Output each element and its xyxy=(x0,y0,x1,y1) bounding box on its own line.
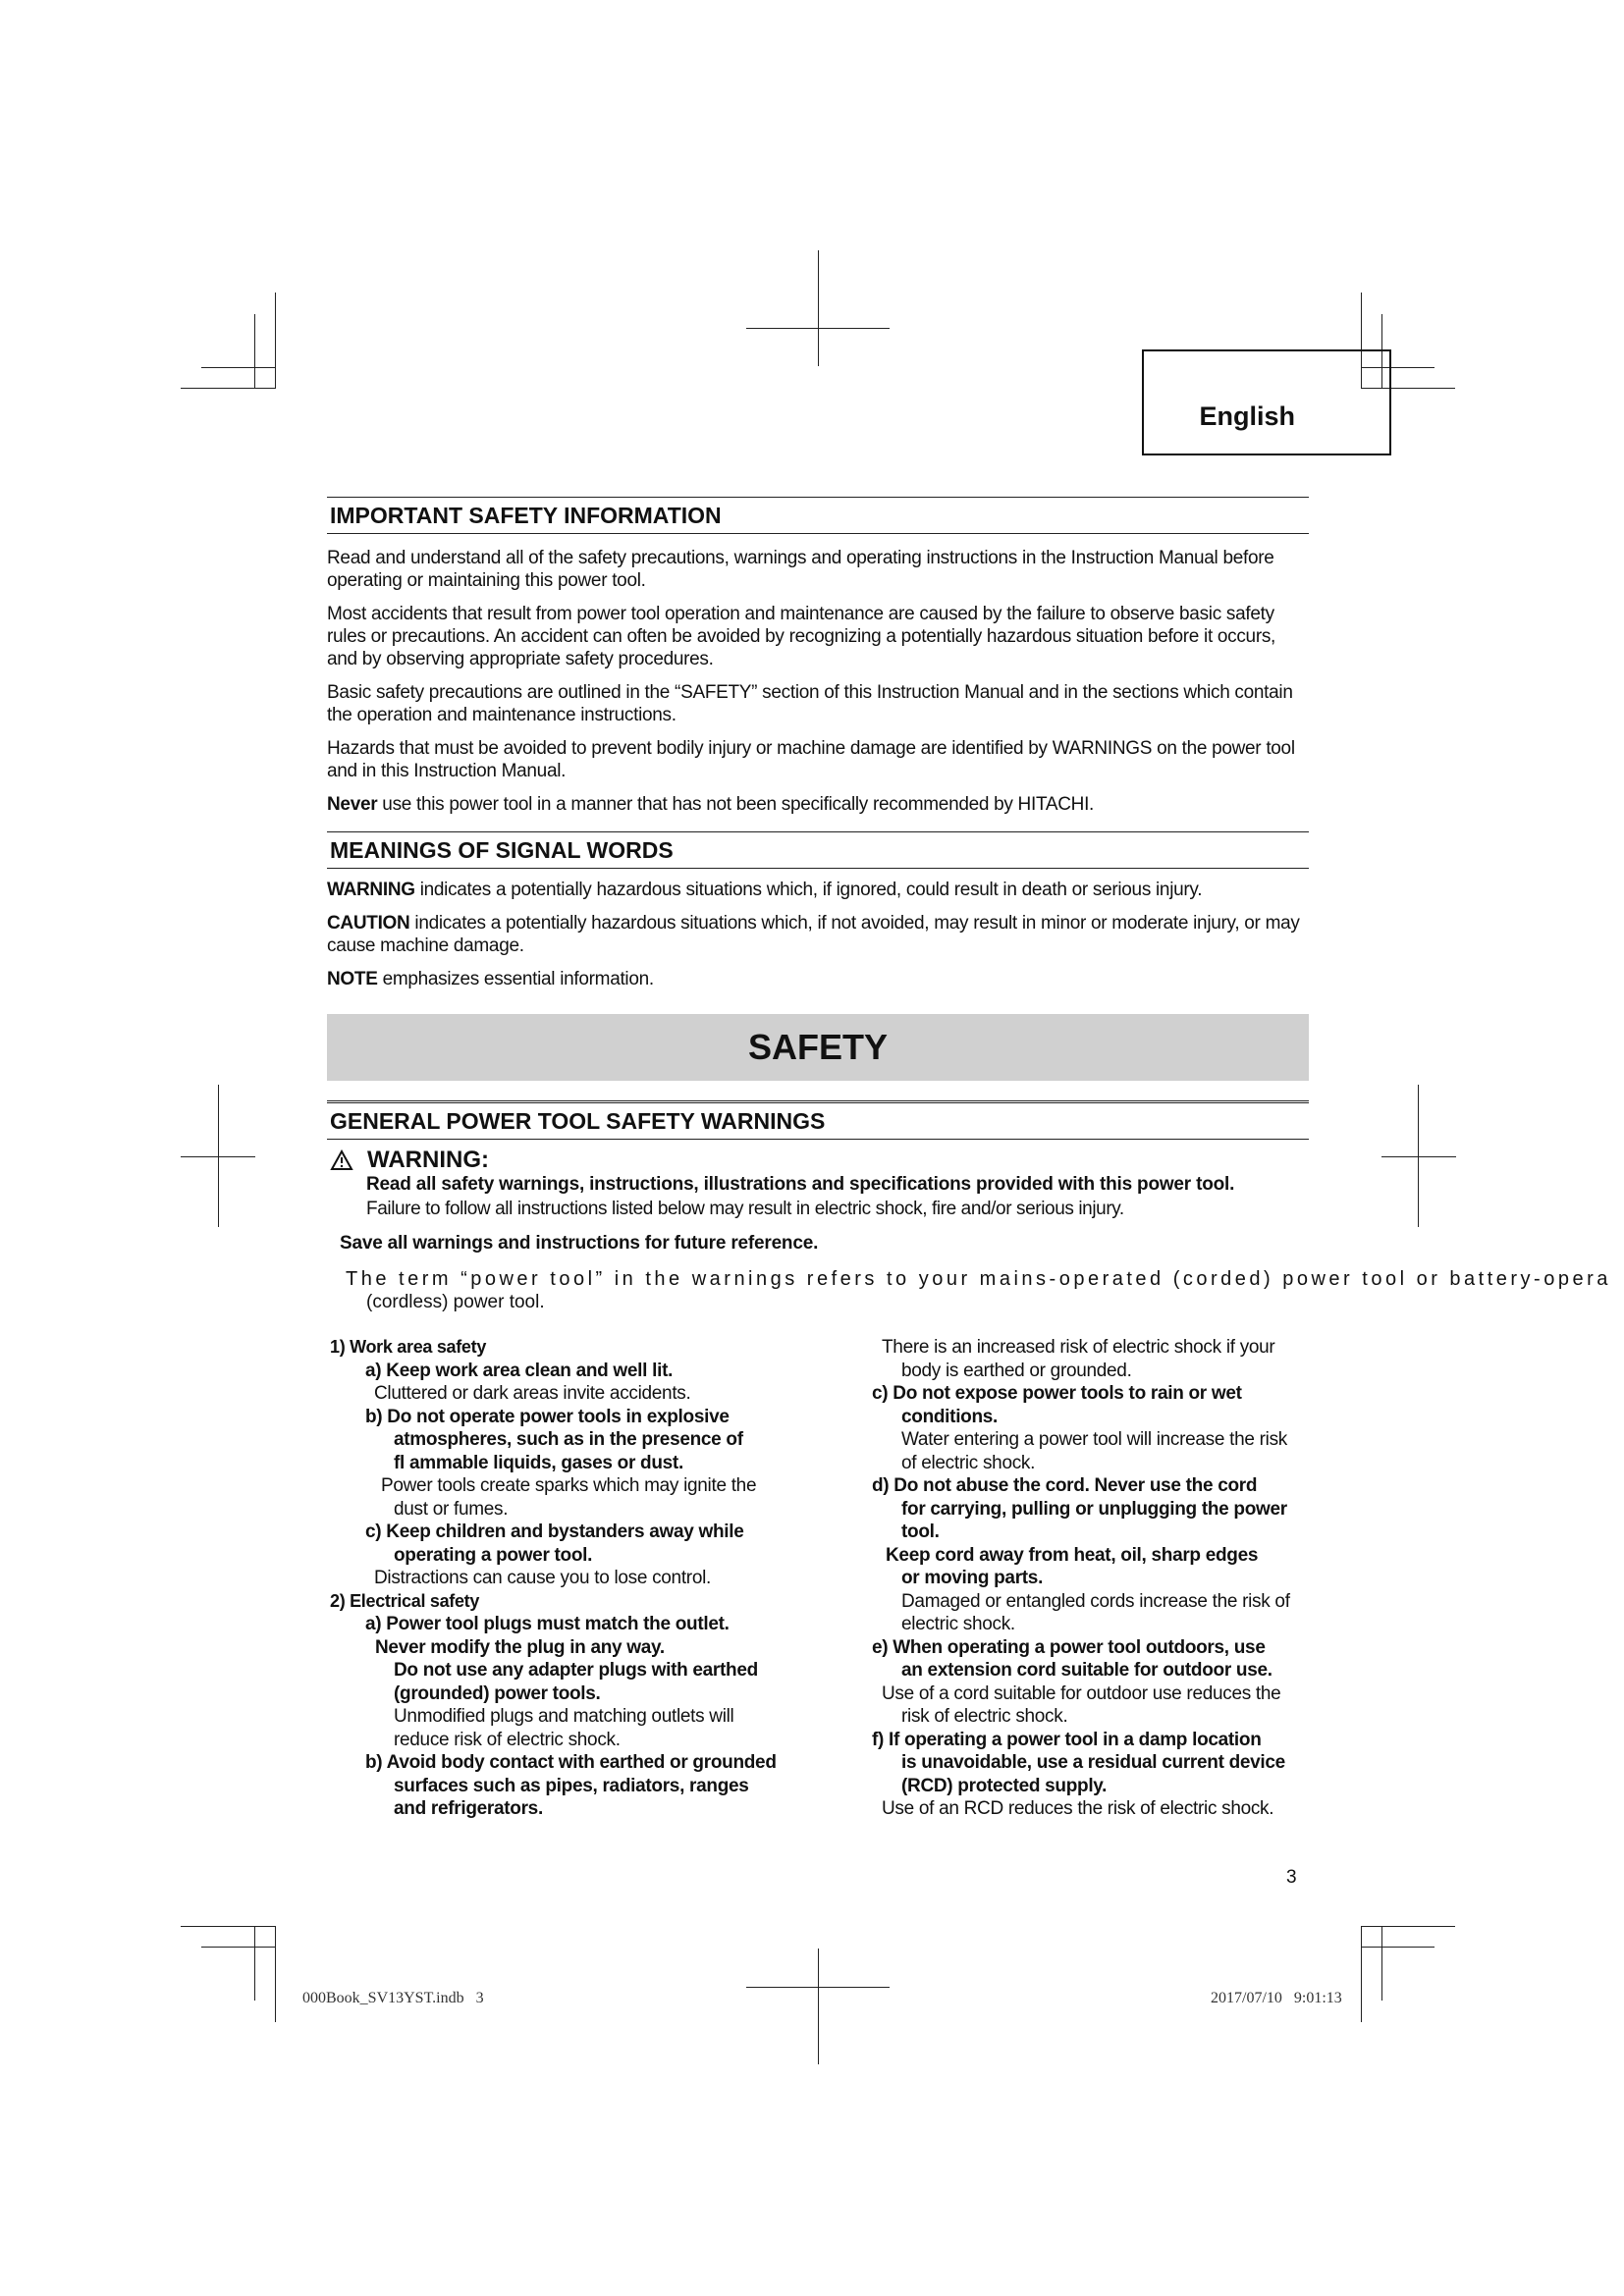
warning-consequence: Failure to follow all instructions listed below may result in electric shock, fire and/or serious injury. xyxy=(366,1199,1124,1219)
list-item: operating a power tool. xyxy=(394,1544,593,1566)
list-item: (grounded) power tools. xyxy=(394,1682,601,1704)
list-item: 1) Work area safety xyxy=(330,1337,487,1357)
signal-word: NOTE xyxy=(327,969,378,989)
list-item: (RCD) protected supply. xyxy=(901,1775,1108,1796)
important-section xyxy=(327,497,1309,816)
list-item: b) Do not operate power tools in explosive xyxy=(365,1406,730,1427)
list-item: Power tools create sparks which may ignite the xyxy=(381,1475,757,1496)
list-item: risk of electric shock. xyxy=(901,1706,1068,1727)
list-item: an extension cord suitable for outdoor use. xyxy=(901,1660,1272,1681)
list-item: b) Avoid body contact with earthed or grounded xyxy=(365,1752,777,1773)
paragraph xyxy=(327,793,1309,816)
paragraph: Read and understand all of the safety precautions, warnings and operating instructions in the Instruction Manual before operating or maintaining this power tool. xyxy=(327,548,1274,591)
list-item: Do not use any adapter plugs with earthed xyxy=(394,1660,758,1681)
section-title-general: GENERAL POWER TOOL SAFETY WARNINGS xyxy=(327,1100,1309,1140)
list-item: 2) Electrical safety xyxy=(330,1590,480,1611)
list-item: c) Keep children and bystanders away while xyxy=(365,1522,744,1542)
list-item: Cluttered or dark areas invite accidents. xyxy=(374,1383,691,1404)
list-item: body is earthed or grounded. xyxy=(901,1360,1132,1381)
list-item: e) When operating a power tool outdoors, use xyxy=(872,1636,1266,1658)
list-item: tool. xyxy=(901,1522,940,1542)
text: use this power tool in a manner that has not been specifically recommended by HITACHI. xyxy=(377,794,1095,815)
section-title-meanings: MEANINGS OF SIGNAL WORDS xyxy=(327,831,1309,869)
paragraph xyxy=(327,912,1309,957)
signal-word: CAUTION xyxy=(327,913,410,934)
save-instructions: Save all warnings and instructions for future reference. xyxy=(340,1233,819,1254)
paragraph: Basic safety precautions are outlined in the “SAFETY” section of this Instruction Manual and in the sections which contain the operation and maintenance instructions. xyxy=(327,682,1293,725)
safety-banner: SAFETY xyxy=(327,1014,1309,1081)
list-item: f) If operating a power tool in a damp location xyxy=(872,1729,1262,1750)
text: emphasizes essential information. xyxy=(377,969,654,989)
list-item: d) Do not abuse the cord. Never use the cord xyxy=(872,1475,1258,1496)
list-item: surfaces such as pipes, radiators, ranges xyxy=(394,1775,749,1796)
list-item: of electric shock. xyxy=(901,1452,1036,1473)
list-item: Water entering a power tool will increase the risk xyxy=(901,1429,1287,1450)
language-tab xyxy=(1142,349,1391,455)
meanings-section xyxy=(327,831,1309,990)
paragraph xyxy=(327,879,1309,901)
warning-instruction: Read all safety warnings, instructions, illustrations and specifications provided with this power tool. xyxy=(366,1174,1235,1195)
list-item: Damaged or entangled cords increase the risk of xyxy=(901,1590,1290,1612)
list-item: electric shock. xyxy=(901,1614,1015,1634)
list-item: is unavoidable, use a residual current device xyxy=(901,1752,1285,1773)
list-item: or moving parts. xyxy=(901,1568,1044,1588)
list-item: reduce risk of electric shock. xyxy=(394,1729,621,1750)
list-item: for carrying, pulling or unplugging the power xyxy=(901,1498,1287,1520)
list-item: atmospheres, such as in the presence of xyxy=(394,1429,743,1450)
list-item: fl ammable liquids, gases or dust. xyxy=(394,1452,683,1473)
list-item: c) Do not expose power tools to rain or wet xyxy=(872,1383,1242,1404)
list-item: Use of a cord suitable for outdoor use reduces the xyxy=(882,1682,1281,1704)
term-definition: The term “power tool” in the warnings refers to your mains-operated (corded) power tool or battery-opera xyxy=(346,1268,1611,1290)
signal-word: WARNING xyxy=(327,880,415,900)
list-item: There is an increased risk of electric shock if your xyxy=(882,1337,1275,1358)
general-warnings-section xyxy=(327,1100,1309,1140)
list-item: Distractions can cause you to lose control. xyxy=(374,1568,711,1588)
warning-triangle-icon xyxy=(330,1149,353,1171)
paragraph: Hazards that must be avoided to prevent bodily injury or machine damage are identified by WARNINGS on the power tool and in this Instruction Manual. xyxy=(327,738,1295,781)
emphasis: Never xyxy=(327,794,378,815)
paragraph: Most accidents that result from power tool operation and maintenance are caused by the failure to observe basic safety rules or precautions. An accident can often be avoided by recognizing a potentially hazardous situation before it occurs, and by observing appropriate safety procedures. xyxy=(327,604,1276,669)
right-column xyxy=(868,1336,1320,1821)
list-item: Keep cord away from heat, oil, sharp edges xyxy=(886,1544,1259,1566)
list-item: Unmodified plugs and matching outlets will xyxy=(394,1706,734,1727)
list-item: Never modify the plug in any way. xyxy=(375,1636,665,1658)
list-item: a) Keep work area clean and well lit. xyxy=(365,1360,674,1381)
left-column xyxy=(330,1336,821,1821)
text: indicates a potentially hazardous situations which, if ignored, could result in death or serious injury. xyxy=(414,880,1203,900)
page-number: 3 xyxy=(1286,1867,1297,1888)
text: indicates a potentially hazardous situations which, if not avoided, may result in minor or moderate injury, or may cause machine damage. xyxy=(327,913,1300,956)
footer-timestamp: 2017/07/10 9:01:13 xyxy=(1211,1990,1342,2006)
list-item: and refrigerators. xyxy=(394,1798,543,1819)
term-definition-cont: (cordless) power tool. xyxy=(366,1292,545,1312)
list-item: conditions. xyxy=(901,1406,999,1427)
footer-filename: 000Book_SV13YST.indb 3 xyxy=(302,1990,484,2006)
warning-label: WARNING: xyxy=(367,1147,489,1173)
list-item: dust or fumes. xyxy=(394,1498,509,1520)
section-title-important: IMPORTANT SAFETY INFORMATION xyxy=(327,497,1309,534)
paragraph xyxy=(327,968,1309,990)
language-label: English xyxy=(1199,401,1295,431)
list-item: Use of an RCD reduces the risk of electric shock. xyxy=(882,1798,1274,1819)
list-item: a) Power tool plugs must match the outlet. xyxy=(365,1614,730,1634)
